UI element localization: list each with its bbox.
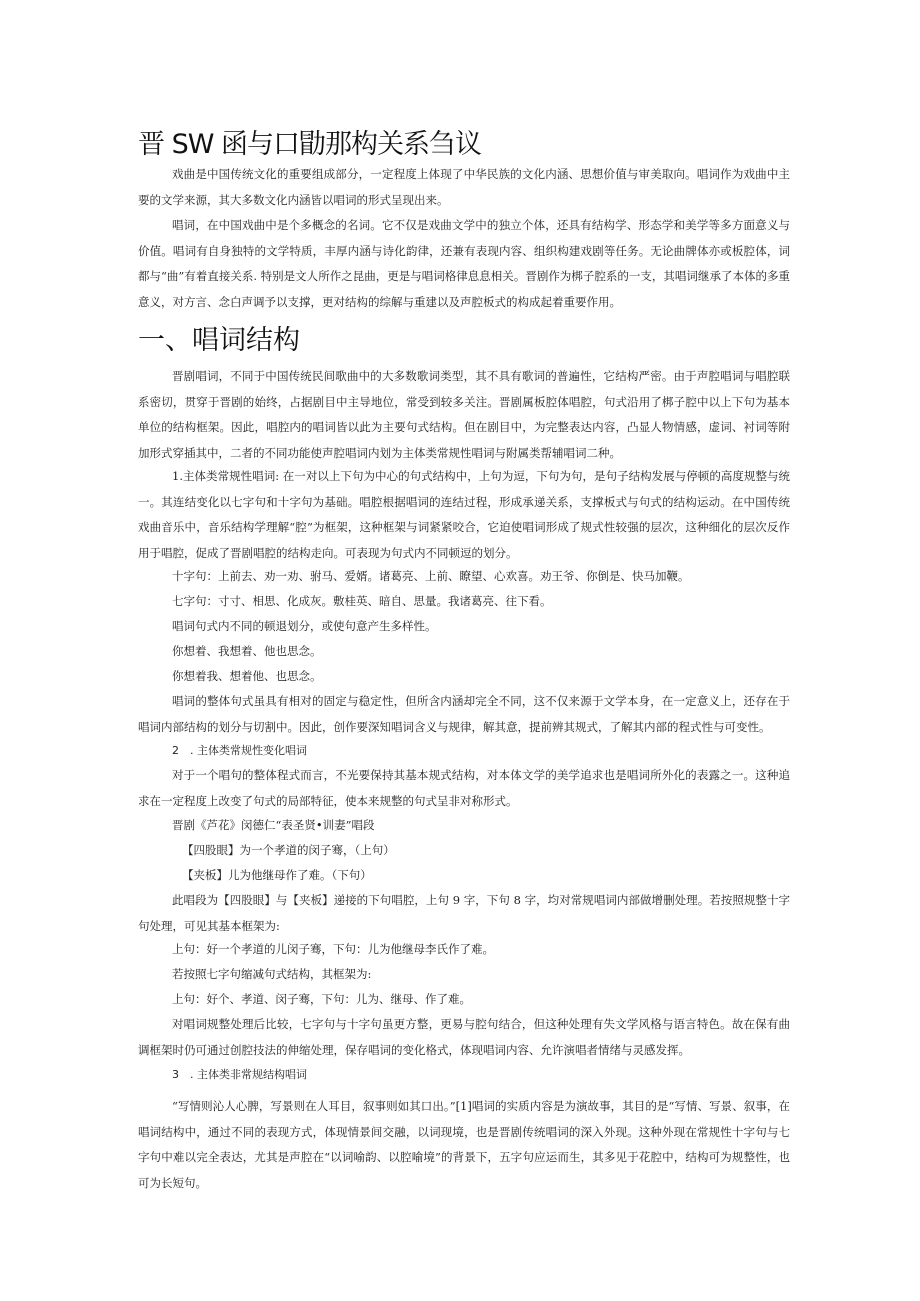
example-line: 你想着、我想着、他也思念。 (172, 644, 322, 658)
intro-paragraph-2: 唱词，在中国戏曲中是个多概念的名词。它不仅是戏曲文学中的独立个体，还具有结构学、形态学和美学等多方面意义与价值。唱词有自身独特的文学特质，丰厚内涵与诗化韵律，还兼有表现内容、组织构建戏剧等任务。无论曲牌体亦或板腔体，词都与“曲”有着直接关系. 特别是文人所作之昆曲，更是与唱词格律息息相关。晋剧作为梆子腔系的一支，其唱词继承了本体的多重意义，对方言、念白声调予以支撑，更对结构的综解与重建以及声腔板式的构成起着重要作用。 (138, 218, 790, 309)
example-line: 上句：好一个孝道的儿闵子骞，下句：儿为他继母李氏作了难。 (172, 942, 494, 956)
section-paragraph-7: “写情则沁人心脾，写景则在人耳目，叙事则如其口出。”[1]唱词的实质内容是为演故事，其目的是“写情、写景、叙事，在唱词结构中，通过不同的表现方式，体现情景间交融，以词现境，也是晋剧传统唱词的深入外现。这种外现在常规性十字句与七字句中难以完全表达，尤其是声腔在“以词喻韵、以腔喻境”的背景下，五字句应运而生，其多见于花腔中，结构可为规整性，也可为长短句。 (138, 1099, 790, 1190)
section-paragraph-3: 唱词的整体句式虽具有相对的固定与稳定性，但所含内涵却完全不同，这不仅来源于文学本身，在一定意义上，还存在于唱词内部结构的划分与切割中。因此，创作要深知唱词含义与规律，解其意，提前辨其规式，了解其内部的程式性与可变性。 (138, 694, 790, 734)
section-paragraph-1: 晋剧唱词，不同于中国传统民间歌曲中的大多数歌词类型，其不具有歌词的普遍性，它结构严密。由于声腔唱词与唱腔联系密切，贯穿于晋剧的始终，占据剧目中主导地位，常受到较多关注。晋剧属板腔体唱腔，句式沿用了梆子腔中以上下句为基本单位的结构框架。因此，唱腔内的唱词皆以此为主要句式结构。但在剧目中，为完整表达内容，凸显人物情感，虚词、衬词等附加形式穿插其中，二者的不同功能使声腔唱词内划为主体类常规性唱词与附属类帮辅唱词二种。 (138, 369, 790, 460)
example-line-seven-char: 七字句：寸寸、相思、化成灰。敷桂英、暗自、思量。我诸葛亮、往下看。 (172, 594, 552, 608)
section-paragraph-2: 1.主体类常规性唱词: 在一对以上下句为中心的句式结构中，上句为逗，下句为句，是句子结构发展与停顿的高度规整与统一。其连结变化以七字句和十字句为基础。唱腔根据唱词的连结过程，形成承递关系，支撑板式与句式的结构运动。在中国传统戏曲音乐中，音乐结构学理解“腔”为框架，这种框架与词紧紧咬合，它迫使唱词形成了规式性较强的层次，这种细化的层次反作用于唱腔，促成了晋剧唱腔的结构走向。可表现为句式内不同顿逗的划分。 (138, 469, 790, 560)
subheading-3: 3 . 主体类非常规结构唱词 (172, 1068, 307, 1081)
example-line-ten-char: 十字句：上前去、劝一劝、驸马、爱婿。诸葛亮、上前、瞭望、心欢喜。劝王爷、你倒是、快马加鞭。 (172, 569, 690, 583)
example-lyric-line: 【四股眼】为一个孝道的闵子骞，（上句） (182, 843, 395, 857)
text-line: 唱词句式内不同的顿退划分，或使句意产生多样性。 (172, 619, 437, 633)
example-lyric-line: 【夹板】儿为他继母作了难。（下句） (182, 868, 372, 882)
intro-paragraph-1: 戏曲是中国传统文化的重要组成部分，一定程度上体现了中华民族的文化内涵、思想价值与审美取向。唱词作为戏曲中主要的文学来源，其大多数文化内涵皆以唱词的形式呈现出来。 (138, 167, 790, 207)
example-line: 上句：好个、孝道、闵子骞，下句：儿为、继母、作了难。 (172, 992, 471, 1006)
section-paragraph-4: 对于一个唱句的整体程式而言，不光要保持其基本规式结构，对本体文学的美学追求也是唱词所外化的表露之一。这种追求在一定程度上改变了句式的局部特征，使本来规整的句式呈非对称形式。 (138, 768, 790, 808)
section-paragraph-5: 此唱段为【四股眼】与【夹板】递接的下句唱腔，上句 9 字，下句 8 字，均对常规唱词内部做增删处理。若按照规整十字句处理，可见其基本框架为: (138, 893, 790, 933)
document-title: 晋 SW 函与口勖那构关系刍议 (138, 129, 481, 160)
text-line: 若按照七字句缩减句式结构，其框架为: (172, 967, 372, 981)
subheading-2: 2 . 主体类常规性变化唱词 (172, 744, 307, 757)
example-line: 你想着我、想着他、也思念。 (172, 669, 322, 683)
section-paragraph-6: 对唱词规整处理后比较，七字句与十字句虽更方整，更易与腔句结合，但这种处理有失文学风格与语言特色。故在保有曲调框架时仍可通过创腔技法的伸缩处理，保存唱词的变化格式，体现唱词内容、允许演唱者情绪与灵感发挥。 (138, 1017, 790, 1057)
example-title-line: 晋剧《芦花》闵德仁“表圣贤•训妻”唱段 (172, 818, 375, 832)
section-heading: 一、唱词结构 (138, 325, 300, 356)
